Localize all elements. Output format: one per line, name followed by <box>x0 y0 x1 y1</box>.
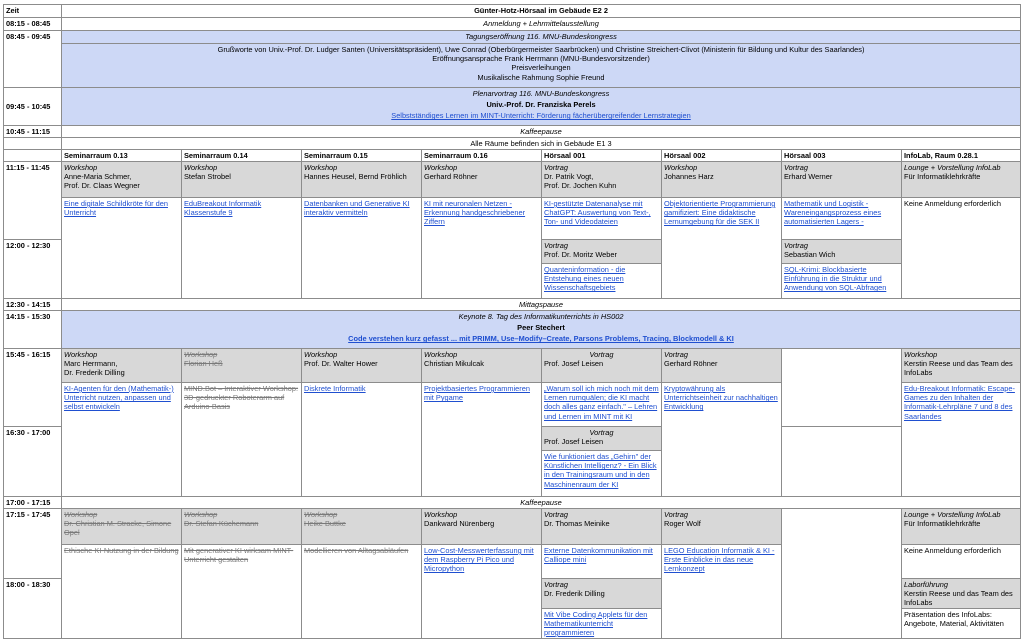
session-link[interactable]: Wie funktioniert das „Gehirn" der Künstlichen Intelligenz? - Ein Blick in den Trainingsraum und in den Maschinenraum der KI <box>544 452 657 489</box>
cancelled-session-cell <box>182 545 302 639</box>
plenary-link[interactable]: Selbstständiges Lernen im MINT-Unterricht: Förderung fächerübergreifender Lernstrategien <box>391 111 691 121</box>
session-link[interactable]: Eine digitale Schildkröte für den Unterricht <box>64 199 168 218</box>
time-cell: 18:00 - 18:30 <box>4 579 62 639</box>
session-link[interactable]: Diskrete Informatik <box>304 384 366 393</box>
opening-line: Musikalische Rahmung Sophie Freund <box>477 72 605 82</box>
session-link[interactable]: Projektbasiertes Programmieren mit Pygame <box>424 384 530 403</box>
session-note: Keine Anmeldung erforderlich <box>904 546 1001 555</box>
session-cell <box>542 545 662 579</box>
time-cell: 11:15 - 11:45 <box>4 162 62 240</box>
cancelled-session-header: Workshop Dr. Stefan Küchemann <box>182 509 302 545</box>
time-cell: 12:00 - 12:30 <box>4 240 62 299</box>
session-cell <box>62 198 182 299</box>
zeit-header: Zeit <box>4 5 62 18</box>
session-cell <box>782 198 902 240</box>
session-link[interactable]: KI-Agenten für den (Mathematik-) Unterricht nutzen, anpassen und selbst entwickeln <box>64 384 174 412</box>
session-cell <box>902 545 1021 579</box>
session-cell <box>902 608 1021 638</box>
session-header: Lounge + Vorstellung InfoLab Für Informatiklehrkräfte <box>902 162 1021 198</box>
room-header: Seminarraum 0.16 <box>422 150 542 162</box>
session-link[interactable]: Mathematik und Logistik - Wareneingangsprozess eines automatisierten Lagers - <box>784 199 882 227</box>
empty-cell <box>782 427 902 497</box>
session-link[interactable]: KI mit neuronalen Netzen - Erkennung handgeschriebener Ziffern <box>424 199 526 227</box>
session-cell <box>542 608 662 638</box>
cancelled-session-link[interactable]: Modellieren von Alltagsabläufen <box>304 546 409 555</box>
room-header: Seminarraum 0.15 <box>302 150 422 162</box>
session-link[interactable]: KI-gestützte Datenanalyse mit ChatGPT: Auswertung von Text-, Ton- und Videodateien <box>544 199 651 227</box>
session-header: Workshop Stefan Strobel <box>182 162 302 198</box>
session-cell <box>662 545 782 639</box>
lunch-break: Mittagspause <box>62 299 1021 311</box>
session-link[interactable]: Low-Cost-Messwerterfassung mit dem Raspberry Pi Pico und Micropython <box>424 546 534 574</box>
rooms-note: Alle Räume befinden sich in Gebäude E1 3 <box>62 138 1021 150</box>
session-header: Vortrag Roger Wolf <box>662 509 782 545</box>
empty-cell <box>782 509 902 639</box>
cancelled-session-link[interactable]: MIND.Bot – Interaktiver Workshop: 3D-gedruckter Roboterarm auf Arduino-Basis <box>184 384 299 412</box>
opening-line: Preisverleihungen <box>511 63 571 73</box>
time-cell: 16:30 - 17:00 <box>4 427 62 497</box>
time-cell: 12:30 - 14:15 <box>4 299 62 311</box>
time-cell: 08:45 - 09:45 <box>4 31 62 88</box>
session-header: Workshop Kerstin Reese und das Team des InfoLabs <box>902 349 1021 383</box>
time-cell: 17:00 - 17:15 <box>4 497 62 509</box>
session-link[interactable]: Kryptowährung als Unterrichtseinheit zur nachhaltigen Entwicklung <box>664 384 778 412</box>
time-cell: 14:15 - 15:30 <box>4 311 62 349</box>
session-cell <box>422 545 542 639</box>
session-link[interactable]: Edu-Breakout Informatik: Escape-Games zu den Inhalten der Informatik-Lehrpläne 7 und 8 des Saarlandes <box>904 384 1015 421</box>
session-header: Workshop Johannes Harz <box>662 162 782 198</box>
session-header: Workshop Marc Herrmann, Dr. Frederik Dilling <box>62 349 182 383</box>
session-header: Workshop Christian Mikulcak <box>422 349 542 383</box>
session-cell <box>662 383 782 497</box>
session-link[interactable]: EduBreakout Informatik Klassenstufe 9 <box>184 199 262 218</box>
session-header: Vortrag Prof. Josef Leisen <box>542 427 662 451</box>
time-cell: 10:45 - 11:15 <box>4 126 62 138</box>
coffee-break: Kaffeepause <box>62 126 1021 138</box>
time-cell: 08:15 - 08:45 <box>4 18 62 31</box>
room-header: Hörsaal 002 <box>662 150 782 162</box>
session-cell <box>902 198 1021 299</box>
cancelled-session-link[interactable]: Ethische KI-Nutzung in der Bildung <box>64 546 179 555</box>
session-header: Vortrag Dr. Thomas Meinike <box>542 509 662 545</box>
session-header: Vortrag Sebastian Wich <box>782 240 902 264</box>
session-header: Vortrag Gerhard Röhner <box>662 349 782 383</box>
cancelled-session-cell <box>302 545 422 639</box>
session-link[interactable]: Quanteninformation - die Entstehung eines neuen Wissenschaftsgebiets <box>544 265 626 293</box>
keynote-title: Keynote 8. Tag des Informatikunterrichts in HS002 <box>458 312 624 321</box>
session-link[interactable]: Mit Vibe Coding Applets für den Mathematikunterricht programmieren <box>544 609 648 638</box>
session-header: Vortrag Dr. Frederik Dilling <box>542 579 662 609</box>
session-header: Vortrag Prof. Dr. Moritz Weber <box>542 240 662 264</box>
session-link[interactable]: LEGO Education Informatik & KI - Erste Einblicke in das neue Lernkonzept <box>664 546 775 574</box>
session-link[interactable]: „Warum soll ich mich noch mit dem Lernen rumquälen; die KI macht doch alles ganz einfach." – Lehren und Lernen im MINT mit KI <box>544 384 659 421</box>
session-link[interactable]: Objektorientierte Programmierung gamifiziert: Eine didaktische Lernumgebung für die SEK II <box>664 199 776 227</box>
plenary-block <box>62 88 1021 126</box>
session-cell <box>182 198 302 299</box>
session-header: Vortrag Dr. Patrik Vogt, Prof. Dr. Jochen Kuhn <box>542 162 662 198</box>
session-header: Workshop Prof. Dr. Walter Hower <box>302 349 422 383</box>
schedule-table <box>3 4 1021 639</box>
session-cell <box>62 383 182 497</box>
session-cell <box>542 383 662 427</box>
cancelled-session-header: Workshop Heike Buttke <box>302 509 422 545</box>
session-cell <box>542 198 662 240</box>
cancelled-session-cell <box>62 545 182 639</box>
cancelled-session-link[interactable]: Mit generativer KI wirksam MINT-Unterricht gestalten <box>184 546 294 565</box>
opening-line: Grußworte von Univ.-Prof. Dr. Ludger Santen (Universitätspräsident), Uwe Conrad (Oberbürgermeister Saarbrücken) und Christine Streichert-Clivot (Ministerin für Bildung und Kultur des Saarlandes) <box>217 45 865 54</box>
cancelled-session-cell <box>182 383 302 497</box>
session-cell <box>542 264 662 299</box>
keynote-block <box>62 311 1021 349</box>
session-cell <box>302 383 422 497</box>
session-link[interactable]: Externe Datenkommunikation mit Calliope mini <box>544 546 653 565</box>
session-cell <box>662 198 782 299</box>
empty-cell <box>4 150 62 162</box>
session-link[interactable]: Datenbanken und Generative KI interaktiv vermitteln <box>304 199 410 218</box>
session-cell <box>782 264 902 299</box>
time-cell: 09:45 - 10:45 <box>4 88 62 126</box>
plenary-speaker: Univ.-Prof. Dr. Franziska Perels <box>486 100 596 110</box>
session-header: Vortrag Prof. Josef Leisen <box>542 349 662 383</box>
opening-line: Eröffnungsansprache Frank Herrmann (MNU-Bundesvorsitzender) <box>432 54 650 64</box>
session-cell <box>422 198 542 299</box>
empty-cell <box>782 349 902 427</box>
opening-title: Tagungseröffnung 116. MNU-Bundeskongress <box>62 31 1021 44</box>
coffee-break: Kaffeepause <box>62 497 1021 509</box>
plenary-title: Plenarvortrag 116. MNU-Bundeskongress <box>472 89 610 98</box>
session-description: Präsentation des InfoLabs: Angebote, Material, Aktivitäten <box>904 609 1004 628</box>
session-header: Laborführung Kerstin Reese und das Team des InfoLabs <box>902 579 1021 609</box>
session-header: Workshop Anne-Maria Schmer, Prof. Dr. Claas Wegner <box>62 162 182 198</box>
session-cell <box>422 383 542 497</box>
time-cell: 17:15 - 17:45 <box>4 509 62 579</box>
cancelled-session-header: Workshop Dr. Christian M. Stracke, Simone Opel <box>62 509 182 545</box>
room-header: Hörsaal 001 <box>542 150 662 162</box>
session-link[interactable]: SQL-Krimi: Blockbasierte Einführung in die Struktur und Anwendung von SQL-Abfragen <box>784 265 887 293</box>
session-cell <box>542 451 662 497</box>
room-header: Hörsaal 003 <box>782 150 902 162</box>
session-header: Vortrag Erhard Werner <box>782 162 902 198</box>
session-cell <box>302 198 422 299</box>
keynote-link[interactable]: Code verstehen kurz gefasst ... mit PRIMM, Use–Modify–Create, Parsons Problems, Tracing, Blockmodell & KI <box>348 334 734 344</box>
keynote-speaker: Peer Stechert <box>517 323 565 333</box>
venue-header: Günter-Hotz-Hörsaal im Gebäude E2 2 <box>62 5 1021 18</box>
cancelled-session-header: Workshop Florian Heß <box>182 349 302 383</box>
room-header: Seminarraum 0.14 <box>182 150 302 162</box>
room-header: Seminarraum 0.13 <box>62 150 182 162</box>
room-header: InfoLab, Raum 0.28.1 <box>902 150 1021 162</box>
session-header: Workshop Dankward Nürenberg <box>422 509 542 545</box>
session-cell <box>902 383 1021 497</box>
session-note: Keine Anmeldung erforderlich <box>904 199 1001 208</box>
time-cell: 15:45 - 16:15 <box>4 349 62 427</box>
opening-details <box>62 44 1021 88</box>
registration-block: Anmeldung + Lehrmittelausstellung <box>62 18 1021 31</box>
session-header: Workshop Hannes Heusel, Bernd Fröhlich <box>302 162 422 198</box>
session-header: Workshop Gerhard Röhner <box>422 162 542 198</box>
session-header: Lounge + Vorstellung InfoLab Für Informatiklehrkräfte <box>902 509 1021 545</box>
empty-cell <box>4 138 62 150</box>
